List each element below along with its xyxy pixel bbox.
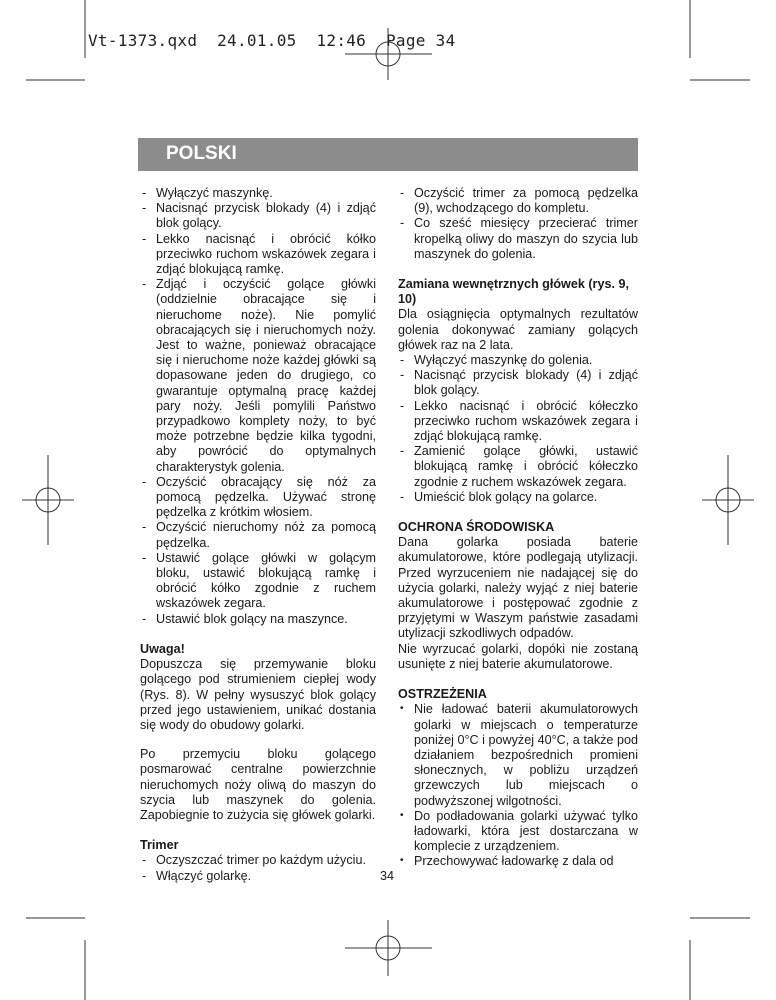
- list-item: - Umieścić blok golący na golarce.: [398, 490, 638, 505]
- page-number: 34: [380, 869, 395, 883]
- section-heading-trimer: Trimer: [140, 838, 179, 853]
- list-item: - Oczyszczać trimer po każdym użyciu.: [140, 853, 376, 868]
- bullet-item: • Do podładowania golarki używać tylko ładowarki, która jest dostarczana w komplecie z urządzeniem.: [398, 809, 638, 855]
- paragraph: Dopuszcza się przemywanie bloku golącego pod strumieniem ciepłej wody (Rys. 8). W pełny wysuszyć blok golący przed jego ustawieniem, unikać dostania się wody do obudowy golarki.: [140, 657, 376, 732]
- list-item: - Zamienić golące główki, ustawić blokującą ramkę i obrócić kółeczko zgodnie z ruchem wskazówek zegara.: [398, 444, 638, 490]
- bullet-item: • Nie ładować baterii akumulatorowych golarki w miejscach o temperaturze poniżej 0°C i powyżej 40°C, a także pod działaniem bezpośrednich promieni słonecznych, w pobliżu urządzeń grzewczych lub miejscach o podwyższonej wilgotności.: [398, 702, 638, 808]
- list-item: - Włączyć golarkę.: [140, 869, 376, 884]
- list-item: - Zdjąć i oczyścić golące główki (oddzielnie obracające się i nieruchome noże). Nie pomylić obracających się i nieruchomych noży. Jest to ważne, ponieważ obracające się i nieruchome noże każdej główki są dopasowane jeden do drugiego, co gwarantuje optymalną pracę każdej pary noży. Jeśli pomylili Państwo przypadkowo komplety noży, to być może potrzebne będzie kilka tygodni, aby powrócić do optymalnych charakterystyk golenia.: [140, 277, 376, 475]
- list-item: - Ustawić golące główki w golącym bloku, ustawić blokującą ramkę i obrócić kółko zgodnie z ruchem wskazówek zegara.: [140, 551, 376, 612]
- list-item: - Wyłączyć maszynkę.: [140, 186, 376, 201]
- list-item: - Ustawić blok golący na maszynce.: [140, 612, 376, 627]
- paragraph: Dana golarka posiada baterie akumulatorowe, które podlegają utylizacji. Przed wyrzuceniem nie nadającej się do użycia golarki, należy wyjąć z niej baterie akumulatorowe i postępować zgodnie z przyjętymi w Waszym państwie zasadami utylizacji szkodliwych odpadów.: [398, 535, 638, 641]
- list-item: - Co sześć miesięcy przecierać trimer kropelką oliwy do maszyn do szycia lub maszynek do golenia.: [398, 216, 638, 262]
- list-item: - Nacisnąć przycisk blokady (4) i zdjąć blok golący.: [140, 201, 376, 231]
- list-item: - Wyłączyć maszynkę do golenia.: [398, 353, 638, 368]
- banner-title: POLSKI: [166, 143, 237, 164]
- list-item: - Lekko nacisnąć i obrócić kółeczko przeciwko ruchom wskazówek zegara i zdjąć blokującą ramkę.: [398, 399, 638, 445]
- bullet-item: • Przechowywać ładowarkę z dala od: [398, 854, 638, 869]
- list-item: - Nacisnąć przycisk blokady (4) i zdjąć blok golący.: [398, 368, 638, 398]
- list-item: - Oczyścić nieruchomy nóż za pomocą pędzelka.: [140, 520, 376, 550]
- paragraph: Nie wyrzucać golarki, dopóki nie zostaną usunięte z niej baterie akumulatorowe.: [398, 641, 638, 671]
- paragraph: Dla osiągnięcia optymalnych rezultatów golenia dokonywać zamiany golących główek raz na 2 lata.: [398, 307, 638, 352]
- language-banner: [138, 138, 638, 171]
- list-item: - Oczyścić trimer za pomocą pędzelka (9), wchodzącego do kompletu.: [398, 186, 638, 216]
- right-column: [398, 186, 638, 870]
- section-heading-ochrona: OCHRONA ŚRODOWISKA: [398, 520, 555, 535]
- print-slug: Vt-1373.qxd 24.01.05 12:46 Page 34: [88, 31, 456, 50]
- section-heading-uwaga: Uwaga!: [140, 641, 185, 656]
- section-heading-zamiana: Zamiana wewnętrznych główek (rys. 9, 10): [398, 277, 629, 307]
- list-item: - Oczyścić obracający się nóż za pomocą pędzelka. Używać stronę pędzelka z krótkim włosiem.: [140, 475, 376, 521]
- list-item: - Lekko nacisnąć i obrócić kółko przeciwko ruchom wskazówek zegara i zdjąć blokującą ramkę.: [140, 232, 376, 278]
- section-heading-ostrzezenia: OSTRZEŻENIA: [398, 687, 487, 702]
- paragraph: Po przemyciu bloku golącego posmarować centralne powierzchnie nieruchomych noży oliwą do maszyn do szycia lub maszynek do golenia. Zapobiegnie to zużycia się główek golarki.: [140, 747, 376, 822]
- left-column: [140, 186, 376, 884]
